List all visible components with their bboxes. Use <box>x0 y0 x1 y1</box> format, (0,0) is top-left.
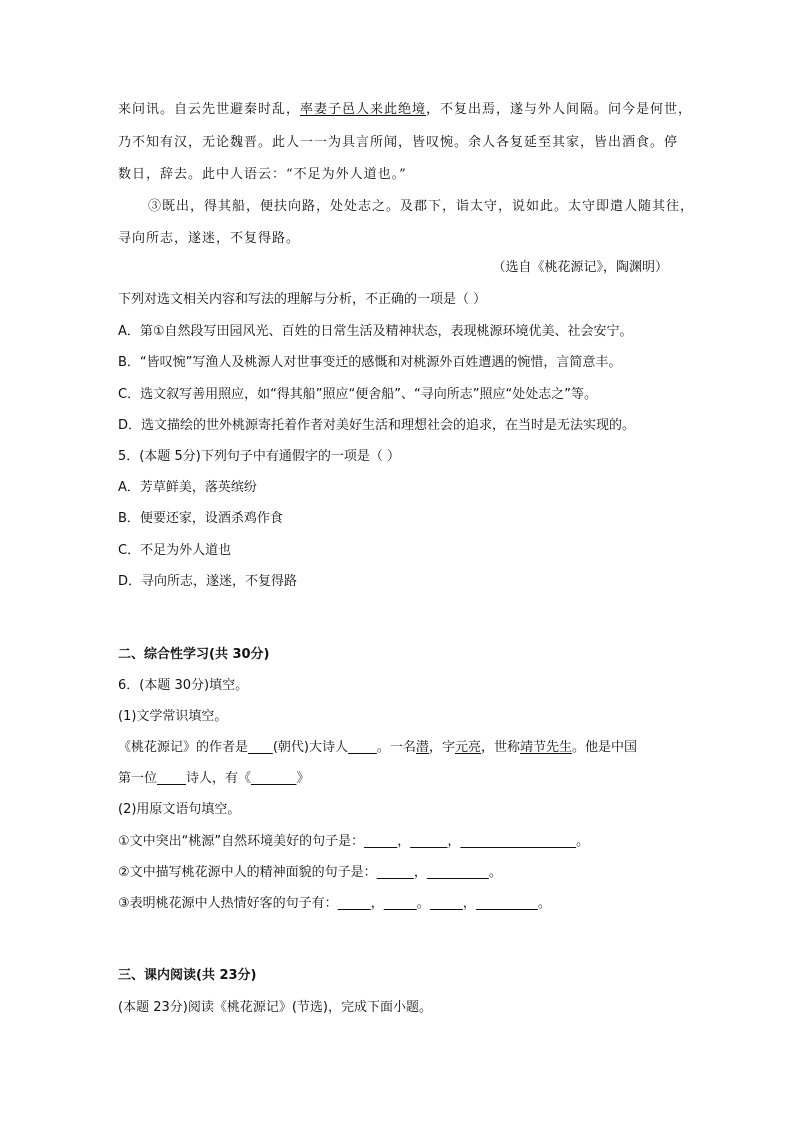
sub-question: (2)用原文语句填空。 <box>118 802 241 817</box>
blank[interactable] <box>410 834 447 849</box>
fill-text: 第一位 <box>118 771 158 786</box>
option-d: D．寻向所志，遂迷，不复得路 <box>118 574 298 589</box>
blank[interactable] <box>338 896 371 911</box>
option-b: B．便要还家，设酒杀鸡作食 <box>118 511 283 526</box>
blank[interactable] <box>427 865 489 880</box>
option-c: C．选文叙写善用照应，如“得其船”照应“便舍船”、“寻向所志”照应“处处志之”等。 <box>118 387 597 402</box>
underlined-word: 靖节先生 <box>519 740 572 755</box>
blank[interactable] <box>157 771 186 786</box>
fill-text: (朝代)大诗人 <box>272 740 348 755</box>
passage-line: 寻向所志，遂迷，不复得路。 <box>118 231 301 246</box>
fill-text: ①文中突出“桃源”自然环境美好的句子是： <box>118 834 365 849</box>
passage-line: 数日，辞去。此中人语云：“不足为外人道也。” <box>118 167 407 182</box>
underlined-word: 元亮 <box>454 740 481 755</box>
fill-text: ②文中描写桃花源中人的精神面貌的句子是： <box>118 865 377 880</box>
section-heading: 二、综合性学习(共 30分) <box>118 647 270 662</box>
question-stem: 5．(本题 5分)下列句子中有通假字的一项是（ ） <box>118 449 400 464</box>
option-a: A．芳草鲜美，落英缤纷 <box>118 480 257 495</box>
passage-line: 乃不知有汉，无论魏晋。此人一一为具言所闻，皆叹惋。余人各复延至其家，皆出酒食。停 <box>118 135 679 150</box>
passage-text: 来问讯。自云先世避秦时乱， <box>118 102 301 117</box>
blank[interactable] <box>460 834 576 849</box>
option-a: A．第①自然段写田园风光、百姓的日常生活及精神状态，表现桃源环境优美、社会安宁。 <box>118 324 633 339</box>
fill-text: ，世称 <box>480 740 520 755</box>
fill-text: 《桃花源记》的作者是 <box>118 740 249 755</box>
fill-text: 》 <box>296 771 310 786</box>
underlined-word: 潜 <box>415 740 429 755</box>
fill-line: ②文中描写桃花源中人的精神面貌的句子是： ， 。 <box>118 865 502 880</box>
fill-text: 。他是中国 <box>572 740 638 755</box>
question-stem: 下列对选文相关内容和写法的理解与分析，不正确的一项是（ ） <box>118 292 487 307</box>
passage-source: （选自《桃花源记》，陶渊明） <box>492 260 668 275</box>
passage-line: ③既出，得其船，便扶向路，处处志之。及郡下，诣太守，说如此。太守即遣人随其往， <box>148 199 695 214</box>
question-stem: 6．(本题 30分)填空。 <box>118 678 249 693</box>
section-heading: 三、课内阅读(共 23分) <box>118 968 257 983</box>
blank[interactable] <box>476 896 538 911</box>
sub-question: (1)文学常识填空。 <box>118 709 228 724</box>
blank[interactable] <box>348 740 377 755</box>
fill-line <box>118 739 637 757</box>
blank[interactable] <box>377 865 414 880</box>
underlined-phrase: 率妻子邑人来此绝境 <box>300 102 427 117</box>
blank[interactable] <box>251 771 296 786</box>
fill-text: ，字 <box>428 740 455 755</box>
section-intro: (本题 23分)阅读《桃花源记》(节选)，完成下面小题。 <box>118 1000 432 1015</box>
fill-line: ①文中突出“桃源”自然环境美好的句子是： ， ， 。 <box>118 834 590 849</box>
blank[interactable] <box>384 896 417 911</box>
blank[interactable] <box>248 740 273 755</box>
blank[interactable] <box>364 834 397 849</box>
option-d: D．选文描绘的世外桃源寄托着作者对美好生活和理想社会的追求，在当时是无法实现的。 <box>118 418 636 433</box>
fill-line: ③表明桃花源中人热情好客的句子有： ， 。 ， 。 <box>118 896 551 911</box>
blank[interactable] <box>430 896 463 911</box>
passage-line <box>118 101 692 119</box>
fill-line <box>118 770 309 788</box>
option-b: B．“皆叹惋”写渔人及桃源人对世事变迁的感慨和对桃源外百姓遭遇的惋惜，言简意丰。 <box>118 355 622 370</box>
fill-text: 诗人，有《 <box>185 771 251 786</box>
option-c: C．不足为外人道也 <box>118 543 232 558</box>
passage-text: ，不复出焉，遂与外人间隔。问今是何世， <box>426 102 693 117</box>
fill-text: 。一名 <box>376 740 416 755</box>
fill-text: ③表明桃花源中人热情好客的句子有： <box>118 896 338 911</box>
